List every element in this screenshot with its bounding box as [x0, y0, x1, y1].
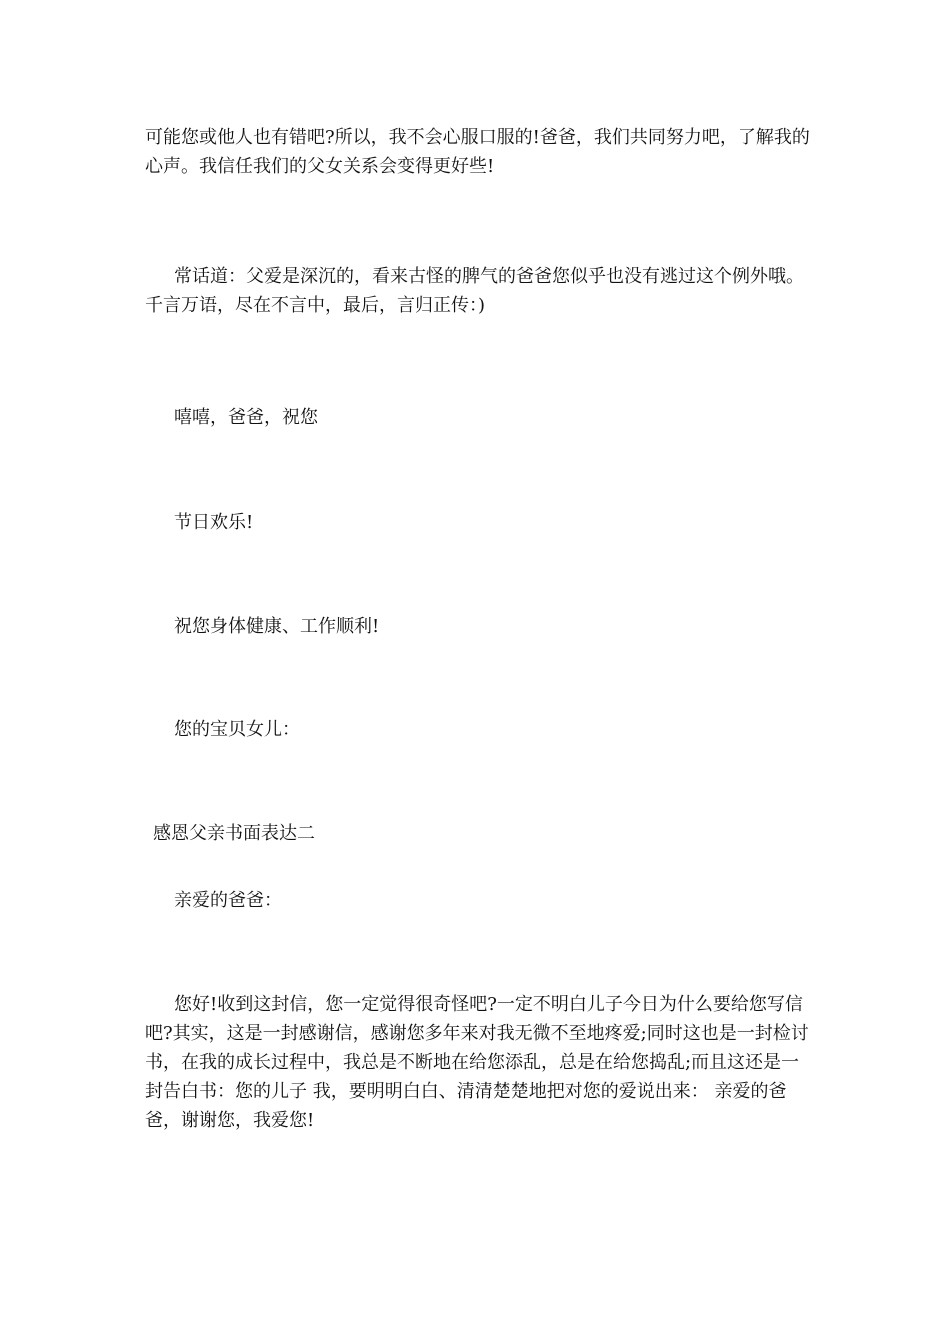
paragraph-health-wish: 祝您身体健康、工作顺利! [174, 616, 380, 637]
letter-salutation: 亲爱的爸爸： [174, 890, 282, 911]
paragraph-holiday-wish: 节日欢乐! [174, 512, 254, 533]
paragraph-continuation: 可能您或他人也有错吧?所以，我不会心服口服的!爸爸，我们共同努力吧，了解我的心声。我信任我们的父女关系会变得更好些! [145, 127, 810, 177]
letter-body: 您好!收到这封信，您一定觉得很奇怪吧?一定不明白儿子今日为什么要给您写信吧?其实，这是一封感谢信，感谢您多年来对我无微不至地疼爱;同时这也是一封检讨书，在我的成长过程中，我总是不断地在给您添乱，总是在给您捣乱;而且这还是一封告白书：您的儿子 我，要明明白白、清清楚楚地把对您的爱说出来： 亲爱的爸爸，谢谢您，我爱您! [145, 994, 809, 1131]
section-heading: 感恩父亲书面表达二 [153, 823, 315, 844]
paragraph-signature: 您的宝贝女儿： [174, 719, 300, 740]
paragraph-saying: 常话道：父爱是深沉的，看来古怪的脾气的爸爸您似乎也没有逃过这个例外哦。千言万语，尽在不言中，最后，言归正传：) [145, 266, 804, 316]
paragraph-greeting: 嘻嘻，爸爸，祝您 [174, 407, 318, 428]
